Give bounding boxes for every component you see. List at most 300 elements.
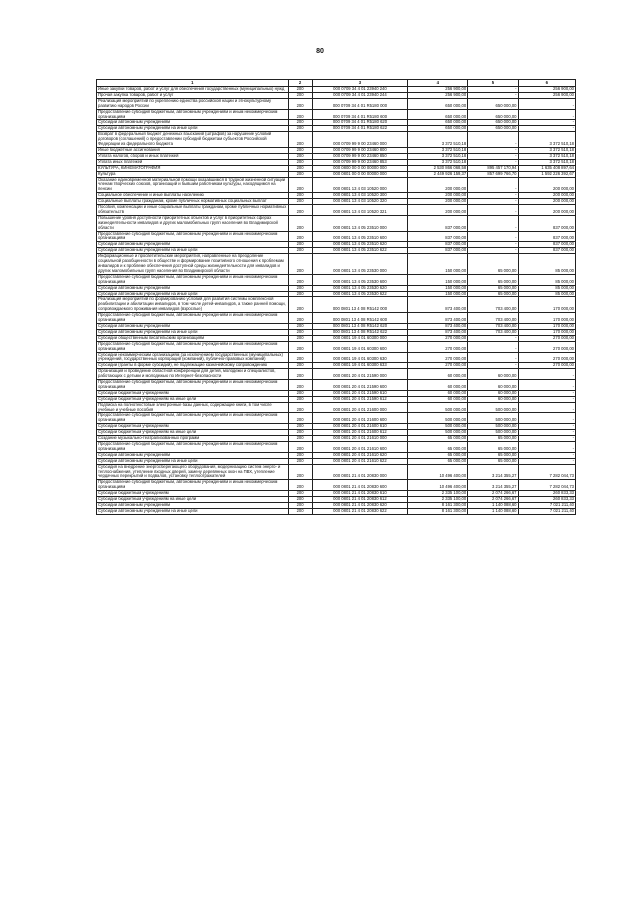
row-remaining-amount: 200 000,00: [518, 199, 576, 205]
row-description: Предоставление субсидий бюджетным, автономным учреждениям и иным некоммерческим организациям: [97, 341, 289, 352]
row-admin-code: 200: [288, 508, 312, 514]
row-admin-code: 200: [288, 132, 312, 148]
row-approved-amount: 650 000,00: [408, 126, 468, 132]
row-executed-amount: 2 074 266,67: [468, 497, 518, 503]
row-executed-amount: -: [468, 335, 518, 341]
row-executed-amount: 703 400,00: [468, 297, 518, 313]
column-header: 3: [312, 80, 408, 87]
row-remaining-amount: 7 282 044,73: [518, 480, 576, 491]
row-remaining-amount: -: [518, 396, 576, 402]
row-approved-amount: 650 000,00: [408, 98, 468, 109]
row-remaining-amount: 837 000,00: [518, 248, 576, 254]
row-remaining-amount: 270 000,00: [518, 335, 576, 341]
table-row: [97, 413, 576, 424]
row-approved-amount: 2 335 100,00: [408, 497, 468, 503]
row-description: Информационные и просветительские мероприятия, направленные на преодоление социальной разобщенности в обществе и формирование позитивного отношения к проблемам инвалидов и к проблеме обеспечения доступной среды жизнедеятельности для инвалидов и других маломобильных групп населения во Владимирской области: [97, 254, 289, 275]
row-description: Предоставление субсидий бюджетным, автономным учреждениям и иным некоммерческим организациям: [97, 313, 289, 324]
row-executed-amount: 3 214 355,27: [468, 464, 518, 480]
row-budget-code: 000 0801 13 4 03 10520 300: [312, 193, 408, 199]
row-approved-amount: 873 400,00: [408, 329, 468, 335]
table-row: [97, 396, 576, 402]
table-row: [97, 132, 576, 148]
row-remaining-amount: 270 000,00: [518, 352, 576, 363]
row-admin-code: 200: [288, 442, 312, 453]
row-budget-code: 000 0801 20 4 01 21600 000: [312, 402, 408, 413]
table-row: [97, 402, 576, 413]
row-executed-amount: 60 000,00: [468, 396, 518, 402]
row-remaining-amount: 85 000,00: [518, 285, 576, 291]
row-approved-amount: 3 372 510,18: [408, 147, 468, 153]
table-row: [97, 380, 576, 391]
row-executed-amount: 500 000,00: [468, 430, 518, 436]
row-remaining-amount: 837 000,00: [518, 231, 576, 242]
row-admin-code: 200: [288, 109, 312, 120]
row-budget-code: 000 0801 20 4 01 21600 612: [312, 430, 408, 436]
row-remaining-amount: -: [518, 98, 576, 109]
row-budget-code: 000 0801 21 4 01 20830 610: [312, 491, 408, 497]
row-approved-amount: 500 000,00: [408, 413, 468, 424]
row-executed-amount: -: [468, 132, 518, 148]
row-executed-amount: 65 000,00: [468, 285, 518, 291]
row-executed-amount: -: [468, 341, 518, 352]
row-approved-amount: 500 000,00: [408, 430, 468, 436]
row-remaining-amount: -: [518, 458, 576, 464]
row-description: Повышение уровня доступности приоритетных объектов и услуг в приоритетных сферах жизнедеятельности инвалидов и других маломобильных групп населения во Владимирской области: [97, 215, 289, 231]
row-remaining-amount: 256 900,00: [518, 87, 576, 93]
row-approved-amount: 3 372 510,18: [408, 159, 468, 165]
table-row: [97, 231, 576, 242]
table-row: [97, 329, 576, 335]
row-remaining-amount: 260 833,33: [518, 497, 576, 503]
table-row: [97, 297, 576, 313]
row-approved-amount: 8 161 300,00: [408, 508, 468, 514]
row-budget-code: 000 0801 13 4 03 10520 321: [312, 205, 408, 216]
row-executed-amount: 65 000,00: [468, 458, 518, 464]
row-remaining-amount: 837 000,00: [518, 242, 576, 248]
row-description: Субсидии автономным учреждениям на иные цели: [97, 508, 289, 514]
row-description: Иные закупки товаров, работ и услуг для обеспечения государственных (муниципальных) нужд: [97, 87, 289, 93]
row-admin-code: 200: [288, 171, 312, 177]
row-executed-amount: 65 000,00: [468, 254, 518, 275]
row-approved-amount: 837 000,00: [408, 242, 468, 248]
row-remaining-amount: -: [518, 369, 576, 380]
row-description: Субсидии общественным писательским организациям: [97, 335, 289, 341]
row-admin-code: 200: [288, 291, 312, 297]
row-remaining-amount: -: [518, 430, 576, 436]
row-executed-amount: 65 000,00: [468, 442, 518, 453]
row-description: Субсидии автономным учреждениям: [97, 502, 289, 508]
row-remaining-amount: -: [518, 390, 576, 396]
row-description: Субсидии бюджетным учреждениям: [97, 390, 289, 396]
row-description: КУЛЬТУРА, КИНЕМАТОГРАФИЯ: [97, 165, 289, 171]
row-description: Иные бюджетные ассигнования: [97, 147, 289, 153]
row-budget-code: 000 0801 19 4 01 60300 000: [312, 335, 408, 341]
row-remaining-amount: 3 372 510,18: [518, 147, 576, 153]
row-approved-amount: 3 372 510,18: [408, 132, 468, 148]
row-description: Субсидии автономным учреждениям: [97, 242, 289, 248]
page-number: 80: [316, 48, 324, 55]
row-admin-code: 200: [288, 274, 312, 285]
table-row: [97, 126, 576, 132]
row-executed-amount: 650 000,00: [468, 120, 518, 126]
row-executed-amount: 65 000,00: [468, 274, 518, 285]
row-remaining-amount: -: [518, 120, 576, 126]
row-approved-amount: 150 000,00: [408, 254, 468, 275]
row-description: Реализация мероприятий по укреплению единства российской нации и этнокультурному развитию народов России: [97, 98, 289, 109]
row-approved-amount: 60 000,00: [408, 380, 468, 391]
row-remaining-amount: -: [518, 413, 576, 424]
row-approved-amount: 8 161 300,00: [408, 502, 468, 508]
table-row: [97, 323, 576, 329]
row-approved-amount: 150 000,00: [408, 274, 468, 285]
row-budget-code: 000 0801 13 4 05 23510 620: [312, 242, 408, 248]
row-executed-amount: 650 000,00: [468, 109, 518, 120]
row-budget-code: 000 0801 21 4 01 20830 622: [312, 508, 408, 514]
table-row: [97, 274, 576, 285]
row-budget-code: 000 0709 34 4 01 R5180 600: [312, 109, 408, 120]
row-admin-code: 200: [288, 436, 312, 442]
row-remaining-amount: 170 000,00: [518, 297, 576, 313]
row-description: Предоставление субсидий бюджетным, автономным учреждениям и иным некоммерческим организациям: [97, 413, 289, 424]
row-remaining-amount: 85 000,00: [518, 254, 576, 275]
row-admin-code: 200: [288, 254, 312, 275]
row-budget-code: 000 0801 13 4 08 R5142 000: [312, 297, 408, 313]
column-header: 6: [518, 80, 576, 87]
table-row: [97, 390, 576, 396]
table-row: [97, 502, 576, 508]
row-admin-code: 200: [288, 159, 312, 165]
row-remaining-amount: 3 372 510,18: [518, 132, 576, 148]
row-executed-amount: -: [468, 159, 518, 165]
row-admin-code: 200: [288, 341, 312, 352]
row-budget-code: 000 0801 19 4 01 60300 633: [312, 363, 408, 369]
row-executed-amount: -: [468, 92, 518, 98]
row-admin-code: 200: [288, 297, 312, 313]
row-description: Реализация мероприятий по формированию условий для развития системы комплексной реабилитации и абилитации инвалидов, в том числе детей-инвалидов, а также ранней помощи, сопровождаемого проживания инвалидов (взрослые): [97, 297, 289, 313]
row-description: Подписка на полнотекстовые электронные базы данных, содержащие книги, в том числе учебные и учебные пособия: [97, 402, 289, 413]
row-executed-amount: 60 000,00: [468, 369, 518, 380]
row-budget-code: 000 0709 34 4 01 R5180 620: [312, 120, 408, 126]
row-budget-code: 000 0801 20 4 01 21610 622: [312, 458, 408, 464]
row-admin-code: 200: [288, 335, 312, 341]
row-approved-amount: 65 000,00: [408, 452, 468, 458]
row-budget-code: 000 0709 99 9 00 23460 850: [312, 153, 408, 159]
row-description: Социальные выплаты гражданам, кроме публичных нормативных социальных выплат: [97, 199, 289, 205]
row-budget-code: 000 0801 13 4 08 R5142 622: [312, 329, 408, 335]
row-description: Субсидии автономным учреждениям на иные цели: [97, 126, 289, 132]
row-approved-amount: 873 400,00: [408, 323, 468, 329]
row-approved-amount: 60 000,00: [408, 369, 468, 380]
row-executed-amount: 857 699 766,70: [468, 171, 518, 177]
row-approved-amount: 270 000,00: [408, 341, 468, 352]
row-approved-amount: 200 000,00: [408, 177, 468, 193]
row-remaining-amount: -: [518, 380, 576, 391]
row-executed-amount: 65 000,00: [468, 452, 518, 458]
row-budget-code: 000 0801 20 4 01 21610 600: [312, 442, 408, 453]
row-admin-code: 200: [288, 242, 312, 248]
row-executed-amount: 1 140 088,60: [468, 502, 518, 508]
budget-execution-table: [96, 79, 576, 515]
row-executed-amount: 703 400,00: [468, 323, 518, 329]
table-row: [97, 254, 576, 275]
row-approved-amount: 60 000,00: [408, 396, 468, 402]
row-admin-code: 200: [288, 363, 312, 369]
row-approved-amount: 2 530 866 068,58: [408, 165, 468, 171]
row-approved-amount: 837 000,00: [408, 215, 468, 231]
row-remaining-amount: -: [518, 109, 576, 120]
table-row: [97, 442, 576, 453]
row-admin-code: 200: [288, 126, 312, 132]
row-executed-amount: -: [468, 205, 518, 216]
row-approved-amount: 10 496 400,00: [408, 480, 468, 491]
row-description: Субсидии бюджетным учреждениям: [97, 491, 289, 497]
row-approved-amount: 60 000,00: [408, 390, 468, 396]
row-description: Уплата налогов, сборов и иных платежей: [97, 153, 289, 159]
row-budget-code: 000 0801 13 4 05 23530 600: [312, 274, 408, 285]
row-budget-code: 000 0801 20 4 01 21590 612: [312, 396, 408, 402]
row-budget-code: 000 0801 13 4 08 R5142 600: [312, 313, 408, 324]
table-row: [97, 177, 576, 193]
row-budget-code: 000 0801 20 4 01 21600 600: [312, 413, 408, 424]
row-budget-code: 000 0801 21 4 01 20830 000: [312, 464, 408, 480]
row-budget-code: 000 0709 34 4 01 23940 244: [312, 92, 408, 98]
row-description: Предоставление субсидий бюджетным, автономным учреждениям и иным некоммерческим организациям: [97, 380, 289, 391]
table-row: [97, 508, 576, 514]
row-budget-code: 000 0801 21 4 01 20830 620: [312, 502, 408, 508]
row-executed-amount: -: [468, 153, 518, 159]
row-remaining-amount: 1 592 226 392,67: [518, 171, 576, 177]
row-description: Предоставление субсидий бюджетным, автономным учреждениям и иным некоммерческим организациям: [97, 109, 289, 120]
row-admin-code: 200: [288, 402, 312, 413]
column-header: 5: [468, 80, 518, 87]
row-executed-amount: -: [468, 177, 518, 193]
row-budget-code: 000 0801 20 4 01 21610 000: [312, 436, 408, 442]
row-admin-code: 200: [288, 205, 312, 216]
row-admin-code: 200: [288, 285, 312, 291]
table-row: [97, 109, 576, 120]
row-remaining-amount: 85 000,00: [518, 291, 576, 297]
row-description: Предоставление субсидий бюджетным, автономным учреждениям и иным некоммерческим организациям: [97, 274, 289, 285]
row-approved-amount: 256 900,00: [408, 87, 468, 93]
row-budget-code: 000 0709 34 4 01 R5180 622: [312, 126, 408, 132]
row-description: Культура: [97, 171, 289, 177]
row-approved-amount: 65 000,00: [408, 442, 468, 453]
row-remaining-amount: 7 021 211,40: [518, 502, 576, 508]
row-admin-code: 200: [288, 313, 312, 324]
table-row: [97, 285, 576, 291]
row-remaining-amount: 837 000,00: [518, 215, 576, 231]
row-approved-amount: 256 900,00: [408, 92, 468, 98]
row-budget-code: 000 0801 13 4 08 R5142 620: [312, 323, 408, 329]
row-remaining-amount: 270 000,00: [518, 341, 576, 352]
row-remaining-amount: -: [518, 126, 576, 132]
row-admin-code: 200: [288, 87, 312, 93]
row-admin-code: 200: [288, 199, 312, 205]
row-admin-code: 200: [288, 92, 312, 98]
row-budget-code: 000 0801 00 0 00 00000 000: [312, 171, 408, 177]
row-executed-amount: 500 000,00: [468, 424, 518, 430]
row-budget-code: 000 0801 13 4 05 23530 620: [312, 285, 408, 291]
row-description: Субсидии бюджетным учреждениям на иные цели: [97, 497, 289, 503]
row-description: Организация и проведение областной конференции для детей, молодежи и специалистов, работающих с детьми и молодежью по Интернет-безопасности: [97, 369, 289, 380]
row-approved-amount: 500 000,00: [408, 402, 468, 413]
row-admin-code: 200: [288, 352, 312, 363]
row-approved-amount: 2 449 926 159,37: [408, 171, 468, 177]
row-description: Субсидии бюджетным учреждениям: [97, 424, 289, 430]
row-budget-code: 000 0801 13 4 05 23510 000: [312, 215, 408, 231]
row-budget-code: 000 0801 19 4 01 60300 600: [312, 341, 408, 352]
row-executed-amount: -: [468, 215, 518, 231]
row-approved-amount: 500 000,00: [408, 424, 468, 430]
row-description: Пособия, компенсации и иные социальные выплаты гражданам, кроме публичных нормативных обязательств: [98, 204, 287, 214]
table-row: [97, 352, 576, 363]
row-remaining-amount: -: [518, 402, 576, 413]
row-budget-code: 000 0709 34 4 01 23940 240: [312, 87, 408, 93]
row-remaining-amount: 200 000,00: [518, 205, 576, 216]
row-budget-code: 000 0801 20 4 01 21600 610: [312, 424, 408, 430]
row-budget-code: 000 0801 13 4 05 23530 000: [312, 254, 408, 275]
row-approved-amount: 270 000,00: [408, 335, 468, 341]
row-remaining-amount: 3 372 510,18: [518, 153, 576, 159]
row-executed-amount: 500 000,00: [468, 413, 518, 424]
row-admin-code: 200: [288, 369, 312, 380]
row-admin-code: 200: [288, 165, 312, 171]
row-executed-amount: -: [468, 248, 518, 254]
row-executed-amount: -: [468, 199, 518, 205]
row-remaining-amount: 7 021 211,40: [518, 508, 576, 514]
table-row: [97, 452, 576, 458]
row-remaining-amount: 260 833,33: [518, 491, 576, 497]
row-description: Возврат в федеральный бюджет денежных взысканий (штрафов) за нарушение условий договоров (соглашений) о предоставлении субсидий бюджетам субъектов Российской Федерации из федерального бюджета: [97, 132, 289, 148]
row-remaining-amount: 7 282 044,73: [518, 464, 576, 480]
row-approved-amount: 150 000,00: [408, 285, 468, 291]
table-row: [97, 464, 576, 480]
row-remaining-amount: 200 000,00: [518, 177, 576, 193]
row-remaining-amount: 1 635 408 897,64: [518, 165, 576, 171]
row-budget-code: 000 0709 99 9 00 23460 800: [312, 147, 408, 153]
table-row: [97, 424, 576, 430]
row-admin-code: 200: [288, 231, 312, 242]
row-executed-amount: -: [468, 193, 518, 199]
row-executed-amount: 2 074 266,67: [468, 491, 518, 497]
table-row: [97, 458, 576, 464]
row-approved-amount: 873 400,00: [408, 297, 468, 313]
row-remaining-amount: 200 000,00: [518, 193, 576, 199]
row-executed-amount: -: [468, 242, 518, 248]
table-row: [97, 291, 576, 297]
row-budget-code: 000 0801 13 4 05 23510 622: [312, 248, 408, 254]
row-budget-code: 000 0801 20 4 01 21590 600: [312, 380, 408, 391]
row-executed-amount: 60 000,00: [468, 390, 518, 396]
row-executed-amount: -: [468, 363, 518, 369]
row-approved-amount: 10 496 400,00: [408, 464, 468, 480]
table-row: [97, 120, 576, 126]
row-approved-amount: 200 000,00: [408, 199, 468, 205]
row-approved-amount: 650 000,00: [408, 120, 468, 126]
table-row: [97, 430, 576, 436]
row-budget-code: 000 0801 13 4 03 10520 000: [312, 177, 408, 193]
row-remaining-amount: 170 000,00: [518, 329, 576, 335]
row-admin-code: 200: [288, 329, 312, 335]
row-approved-amount: 200 000,00: [408, 205, 468, 216]
row-description: Субсидии автономным учреждениям на иные цели: [97, 458, 289, 464]
row-approved-amount: 837 000,00: [408, 231, 468, 242]
row-executed-amount: 650 000,00: [468, 98, 518, 109]
row-executed-amount: 1 140 088,60: [468, 508, 518, 514]
row-budget-code: 000 0801 20 4 01 21590 610: [312, 390, 408, 396]
row-approved-amount: 200 000,00: [408, 193, 468, 199]
row-description: Уплата иных платежей: [97, 159, 289, 165]
row-budget-code: 000 0709 99 9 00 23460 000: [312, 132, 408, 148]
row-description: Субсидии автономным учреждениям на иные цели: [97, 329, 289, 335]
row-description: Предоставление субсидий бюджетным, автономным учреждениям и иным некоммерческим организациям: [97, 442, 289, 453]
row-approved-amount: 270 000,00: [408, 363, 468, 369]
row-approved-amount: 150 000,00: [408, 291, 468, 297]
table-row: [97, 98, 576, 109]
row-description: Субсидии автономным учреждениям на иные цели: [97, 248, 289, 254]
row-admin-code: 200: [288, 177, 312, 193]
row-remaining-amount: 3 372 510,18: [518, 159, 576, 165]
row-approved-amount: 65 000,00: [408, 436, 468, 442]
row-remaining-amount: -: [518, 452, 576, 458]
row-budget-code: 000 0801 20 4 01 21610 620: [312, 452, 408, 458]
row-budget-code: 000 0801 21 4 01 20830 612: [312, 497, 408, 503]
row-executed-amount: 895 457 170,94: [468, 165, 518, 171]
row-admin-code: 200: [288, 120, 312, 126]
row-budget-code: 000 0801 19 4 01 60300 630: [312, 352, 408, 363]
row-approved-amount: 65 000,00: [408, 458, 468, 464]
row-executed-amount: 500 000,00: [468, 402, 518, 413]
table-row: [97, 313, 576, 324]
row-executed-amount: 65 000,00: [468, 436, 518, 442]
row-budget-code: 000 0801 21 4 01 20830 600: [312, 480, 408, 491]
row-admin-code: 200: [288, 452, 312, 458]
row-admin-code: 200: [288, 491, 312, 497]
row-executed-amount: -: [468, 147, 518, 153]
row-remaining-amount: -: [518, 436, 576, 442]
table-row: [97, 491, 576, 497]
table-row: [97, 369, 576, 380]
row-remaining-amount: 170 000,00: [518, 323, 576, 329]
row-remaining-amount: 170 000,00: [518, 313, 576, 324]
row-admin-code: 200: [288, 396, 312, 402]
row-description: Субсидии бюджетным учреждениям на иные цели: [97, 430, 289, 436]
row-budget-code: 000 0801 13 4 05 23530 622: [312, 291, 408, 297]
row-budget-code: 000 0709 99 9 00 23460 853: [312, 159, 408, 165]
row-admin-code: 200: [288, 502, 312, 508]
row-executed-amount: -: [468, 352, 518, 363]
row-admin-code: 200: [288, 424, 312, 430]
row-budget-code: 000 0800 00 0 00 00000 000: [312, 165, 408, 171]
row-description: Субсидии автономным учреждениям: [97, 323, 289, 329]
row-description: Оказание единовременной материальной помощи оказавшимся в трудной жизненной ситуации членам творческих союзов, организаций и бывшим работникам культуры, находящимся на пенсии: [97, 177, 289, 193]
row-approved-amount: 873 400,00: [408, 313, 468, 324]
row-admin-code: 200: [288, 98, 312, 109]
row-description: Субсидии автономным учреждениям: [97, 452, 289, 458]
row-admin-code: 200: [288, 480, 312, 491]
column-header: 1: [97, 80, 289, 87]
table-row: [97, 205, 576, 216]
row-description: Субсидии некоммерческим организациям (за исключением государственных (муниципальных) учреждений, государственных корпораций (компаний), публично-правовых компаний): [97, 352, 289, 363]
column-header: 4: [408, 80, 468, 87]
table-header-row: [97, 80, 576, 87]
row-budget-code: 000 0801 20 4 01 21590 000: [312, 369, 408, 380]
table-row: [97, 480, 576, 491]
row-description: Создание музыкально-театрализованных программ: [97, 436, 289, 442]
row-admin-code: 200: [288, 147, 312, 153]
row-executed-amount: 3 214 355,27: [468, 480, 518, 491]
row-admin-code: 200: [288, 413, 312, 424]
